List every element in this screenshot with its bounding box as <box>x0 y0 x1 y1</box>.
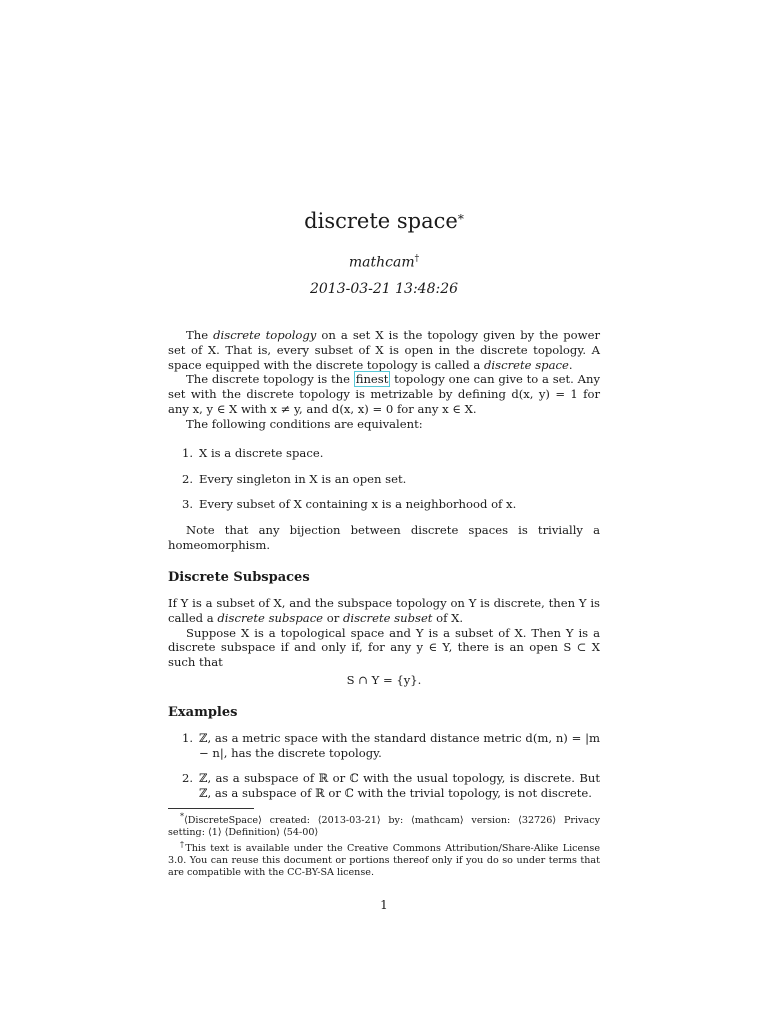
example-item-1: 1. ℤ, as a metric space with the standard distance metric d(m, n) = |m − n|, has the discrete topology. <box>182 731 600 760</box>
term-discrete-subspace: discrete subspace <box>217 610 324 625</box>
date: 2013-03-21 13:48:26 <box>309 281 459 297</box>
intro-paragraph-3: The following conditions are equivalent: <box>186 416 423 431</box>
section-heading-examples: Examples <box>168 705 238 720</box>
intro-paragraph-2: The discrete topology is the finest topology one can give to a set. Any set with the discrete topology is metrizable by defining d(x, y) = 1 for any x, y ∈ X with x ≠ y, and d(x, x) = 0 for any x ∈ X. <box>168 372 600 416</box>
footnote-rule <box>168 808 254 809</box>
condition-item-2: 2. Every singleton in X is an open set. <box>182 472 407 486</box>
page-number: 1 <box>380 898 388 912</box>
footnote-1: *⟨DiscreteSpace⟩ created: ⟨2013-03-21⟩ by: ⟨mathcam⟩ version: ⟨32726⟩ Privacy setting: ⟨1⟩ ⟨Definition⟩ ⟨54-00⟩ <box>168 812 600 839</box>
equation: S ∩ Y = {y}. <box>346 673 422 687</box>
discrete-subspaces-section <box>168 596 600 670</box>
section-heading-discrete-subspaces: Discrete Subspaces <box>168 570 310 585</box>
author: mathcam† <box>348 254 420 271</box>
title-footnote-mark: * <box>457 212 464 226</box>
subspace-paragraph-1: If Y is a subset of X, and the subspace topology on Y is discrete, then Y is called a discrete subspace or discrete subset of X. <box>168 596 600 625</box>
term-discrete-space: discrete space <box>484 357 569 372</box>
footnote-2: †This text is available under the Creative Commons Attribution/Share-Alike License 3.0. You can reuse this document or portions thereof only if you do so under terms that are compatible with the CC-BY-SA license. <box>168 840 600 879</box>
term-discrete-subset: discrete subset <box>342 610 433 625</box>
note-paragraph: Note that any bijection between discrete spaces is trivially a homeomorphism. <box>168 523 600 552</box>
example-item-2: 2. ℤ, as a subspace of ℝ or ℂ with the usual topology, is discrete. But ℤ, as a subspace of ℝ or ℂ with the trivial topology, is not discrete. <box>182 771 600 800</box>
subspace-paragraph-2: Suppose X is a topological space and Y is a subset of X. Then Y is a discrete subspace if and only if, for any y ∈ Y, there is an open S ⊂ X such that <box>168 625 600 670</box>
paper-title: discrete space* <box>304 209 464 233</box>
intro-paragraph-1: The discrete topology on a set X is the topology given by the power set of X. That is, every subset of X is open in the discrete topology. A space equipped with the discrete topology is called a discrete space. <box>168 328 600 372</box>
condition-item-3: 3. Every subset of X containing x is a neighborhood of x. <box>182 497 517 511</box>
author-footnote-mark: † <box>414 254 420 264</box>
footnotes <box>168 811 600 879</box>
condition-item-1: 1. X is a discrete space. <box>182 446 324 460</box>
intro-section <box>168 328 600 432</box>
finest-link[interactable]: finest <box>355 372 389 387</box>
term-discrete-topology: discrete topology <box>213 328 317 342</box>
